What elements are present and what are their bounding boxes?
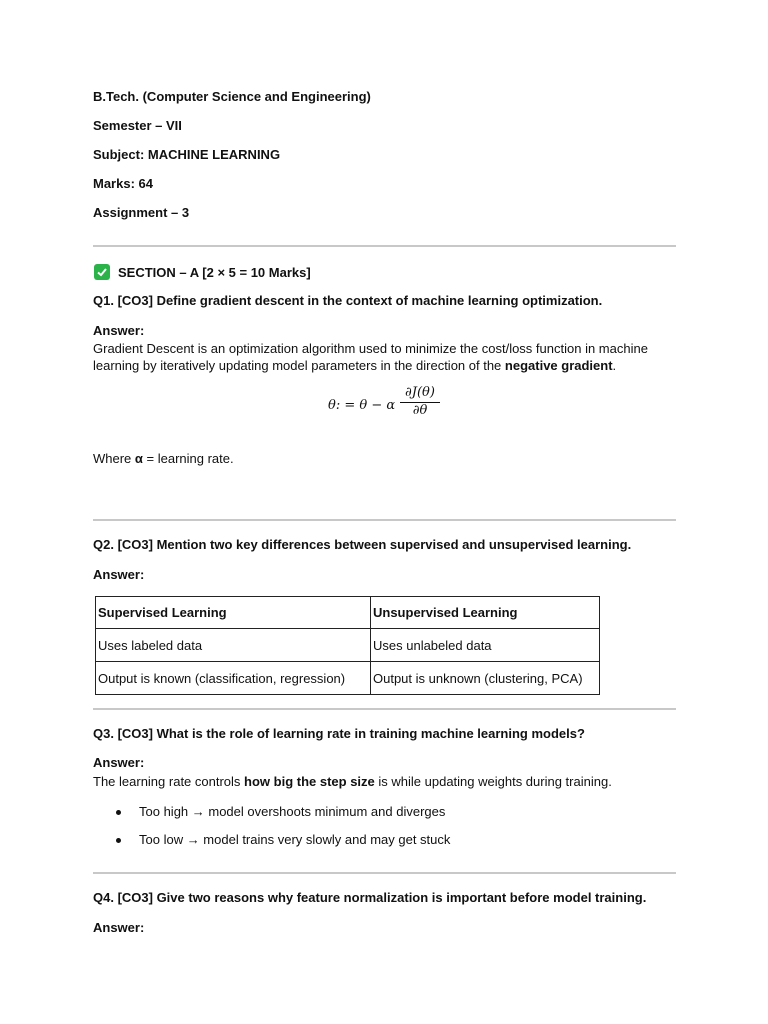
assignment-label: Assignment – 3	[93, 205, 190, 220]
q3-answer-text: The learning rate controls how big the step size is while updating weights during training.	[93, 774, 612, 789]
q1-answer-label: Answer:	[93, 323, 145, 338]
list-item: Too low → model trains very slowly and may get stuck	[139, 832, 451, 847]
divider	[93, 519, 676, 521]
table-cell: Uses labeled data	[96, 629, 371, 662]
table-cell: Uses unlabeled data	[371, 629, 600, 662]
formula-denominator: ∂θ	[412, 403, 428, 418]
table-header-cell: Supervised Learning	[96, 597, 371, 629]
divider	[93, 245, 676, 247]
q3-question: Q3. [CO3] What is the role of learning rate in training machine learning models?	[93, 726, 585, 741]
q2-question: Q2. [CO3] Mention two key differences between supervised and unsupervised learning.	[93, 537, 632, 552]
table-cell: Output is known (classification, regression)	[96, 662, 371, 695]
q4-question: Q4. [CO3] Give two reasons why feature normalization is important before model training.	[93, 890, 647, 905]
bullet-dot	[116, 838, 121, 843]
divider	[93, 872, 676, 874]
list-item: Too high → model overshoots minimum and diverges	[139, 804, 446, 819]
q1-answer-line1: Gradient Descent is an optimization algorithm used to minimize the cost/loss function in machine	[93, 341, 648, 356]
divider	[93, 708, 676, 710]
q4-answer-label: Answer:	[93, 920, 145, 935]
bullet-dot	[116, 810, 121, 815]
formula-numerator: ∂J(θ)	[405, 385, 435, 400]
table-cell: Output is unknown (clustering, PCA)	[371, 662, 600, 695]
marks-label: Marks: 64	[93, 176, 153, 191]
subject-label: Subject: MACHINE LEARNING	[93, 147, 281, 162]
q1-question: Q1. [CO3] Define gradient descent in the context of machine learning optimization.	[93, 293, 603, 308]
table-row	[96, 662, 600, 695]
table-header-cell: Unsupervised Learning	[371, 597, 600, 629]
q3-answer-label: Answer:	[93, 755, 145, 770]
formula-lhs: θ: = θ − α	[328, 398, 396, 413]
q2-answer-label: Answer:	[93, 567, 145, 582]
check-mark-icon	[94, 264, 110, 280]
negative-gradient-text: negative gradient	[504, 358, 613, 373]
comparison-table	[95, 596, 600, 695]
program-title: B.Tech. (Computer Science and Engineering)	[93, 89, 371, 104]
table-row	[96, 629, 600, 662]
section-title: SECTION – A [2 × 5 = 10 Marks]	[118, 265, 311, 280]
table-header-row	[96, 597, 600, 629]
q1-answer-line2: learning by iteratively updating model parameters in the direction of the negative gradient.	[93, 358, 617, 373]
semester-label: Semester – VII	[93, 118, 182, 133]
learning-rate-note: Where α = learning rate.	[93, 451, 234, 466]
formula-fraction	[400, 384, 440, 419]
